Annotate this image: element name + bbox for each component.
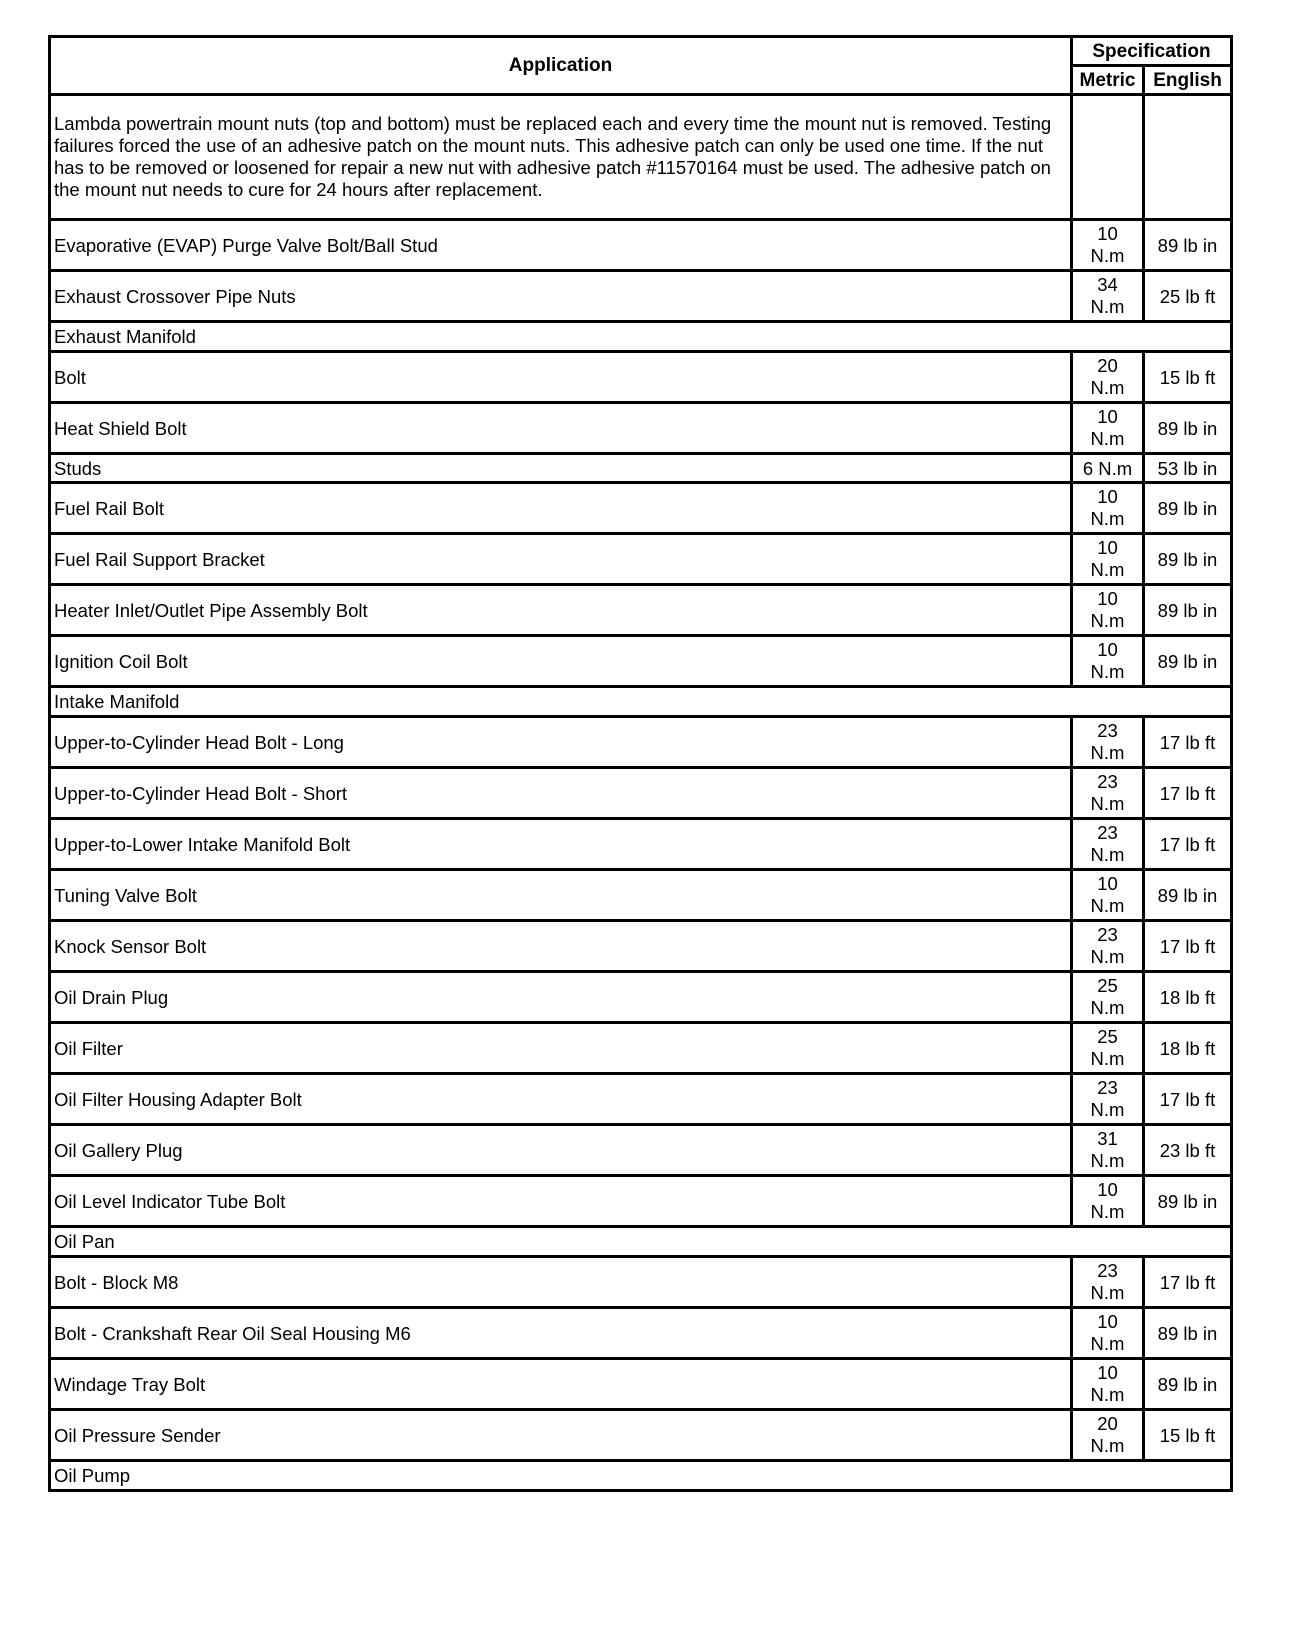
english-cell: 89 lb in [1144, 1308, 1232, 1359]
application-cell: Oil Filter Housing Adapter Bolt [50, 1074, 1072, 1125]
metric-unit: N.m [1090, 997, 1125, 1018]
metric-unit: N.m [1090, 1048, 1125, 1069]
metric-value: 10 [1097, 1311, 1118, 1332]
english-cell: 89 lb in [1144, 534, 1232, 585]
application-cell: Upper-to-Cylinder Head Bolt - Short [50, 768, 1072, 819]
metric-cell [1072, 717, 1144, 768]
section-heading: Exhaust Manifold [50, 322, 1232, 352]
application-column-header: Application [50, 37, 1072, 95]
metric-value: 10 [1097, 639, 1118, 660]
table-body [50, 95, 1232, 1491]
metric-value: 10 [1097, 588, 1118, 609]
metric-unit: N.m [1090, 895, 1125, 916]
metric-cell [1072, 1257, 1144, 1308]
english-cell: 89 lb in [1144, 220, 1232, 271]
metric-cell [1072, 1074, 1144, 1125]
metric-cell [1072, 1410, 1144, 1461]
application-cell: Bolt [50, 352, 1072, 403]
metric-value: 10 [1097, 486, 1118, 507]
note-row [50, 95, 1232, 220]
application-cell: Windage Tray Bolt [50, 1359, 1072, 1410]
table-row [50, 921, 1232, 972]
metric-unit: N.m [1090, 1333, 1125, 1354]
english-cell: 17 lb ft [1144, 1257, 1232, 1308]
application-cell: Oil Drain Plug [50, 972, 1072, 1023]
english-cell: 89 lb in [1144, 483, 1232, 534]
metric-cell [1072, 819, 1144, 870]
metric-unit: N.m [1090, 661, 1125, 682]
section-heading: Intake Manifold [50, 687, 1232, 717]
english-cell: 18 lb ft [1144, 972, 1232, 1023]
application-cell: Upper-to-Cylinder Head Bolt - Long [50, 717, 1072, 768]
table-header [50, 37, 1232, 95]
metric-cell [1072, 972, 1144, 1023]
metric-cell [1072, 585, 1144, 636]
table-row [50, 352, 1232, 403]
metric-value: 23 [1097, 1260, 1118, 1281]
metric-value: 31 [1097, 1128, 1118, 1149]
metric-cell [1072, 870, 1144, 921]
application-cell: Studs [50, 454, 1072, 483]
metric-value: 23 [1097, 1077, 1118, 1098]
table-row [50, 636, 1232, 687]
section-heading: Oil Pump [50, 1461, 1232, 1491]
metric-value: 25 [1097, 975, 1118, 996]
english-cell: 17 lb ft [1144, 717, 1232, 768]
metric-unit: N.m [1090, 377, 1125, 398]
english-cell: 15 lb ft [1144, 352, 1232, 403]
table-row [50, 403, 1232, 454]
english-cell: 89 lb in [1144, 1176, 1232, 1227]
metric-unit: N.m [1090, 1201, 1125, 1222]
table-row [50, 534, 1232, 585]
english-cell: 53 lb in [1144, 454, 1232, 483]
metric-value: 10 [1097, 406, 1118, 427]
table-row [50, 1023, 1232, 1074]
section-row [50, 322, 1232, 352]
table-row [50, 1074, 1232, 1125]
application-cell: Heater Inlet/Outlet Pipe Assembly Bolt [50, 585, 1072, 636]
metric-value: 23 [1097, 720, 1118, 741]
application-cell: Oil Gallery Plug [50, 1125, 1072, 1176]
english-cell: 17 lb ft [1144, 1074, 1232, 1125]
table-row [50, 768, 1232, 819]
metric-cell [1072, 403, 1144, 454]
english-cell: 18 lb ft [1144, 1023, 1232, 1074]
table-row [50, 1359, 1232, 1410]
table-row [50, 819, 1232, 870]
metric-unit: N.m [1090, 1384, 1125, 1405]
metric-cell [1072, 1125, 1144, 1176]
english-cell: 17 lb ft [1144, 768, 1232, 819]
metric-value: 25 [1097, 1026, 1118, 1047]
metric-unit: N.m [1090, 610, 1125, 631]
metric-value: 23 [1097, 924, 1118, 945]
metric-value: 20 [1097, 1413, 1118, 1434]
mount-nut-note: Lambda powertrain mount nuts (top and bottom) must be replaced each and every time the mount nut is removed. Testing failures forced the use of an adhesive patch on the mount nuts. This adhesive patch can only be used one time. If the nut has to be removed or loosened for repair a new nut with adhesive patch #11570164 must be used. The adhesive patch on the mount nut needs to cure for 24 hours after replacement. [50, 95, 1072, 220]
section-row [50, 1227, 1232, 1257]
metric-cell [1072, 1023, 1144, 1074]
metric-cell [1072, 534, 1144, 585]
metric-cell [1072, 768, 1144, 819]
application-cell: Upper-to-Lower Intake Manifold Bolt [50, 819, 1072, 870]
table-row [50, 271, 1232, 322]
metric-unit: N.m [1090, 844, 1125, 865]
metric-cell [1072, 1176, 1144, 1227]
metric-cell [1072, 1359, 1144, 1410]
english-cell: 89 lb in [1144, 636, 1232, 687]
metric-value: 10 [1097, 873, 1118, 894]
table-row [50, 1257, 1232, 1308]
specification-column-header: Specification [1072, 37, 1232, 66]
application-cell: Oil Pressure Sender [50, 1410, 1072, 1461]
application-cell: Heat Shield Bolt [50, 403, 1072, 454]
metric-cell [1072, 271, 1144, 322]
english-cell: 89 lb in [1144, 403, 1232, 454]
section-row [50, 687, 1232, 717]
metric-unit: N.m [1090, 793, 1125, 814]
table-row [50, 220, 1232, 271]
table-row [50, 1176, 1232, 1227]
metric-value: 23 [1097, 822, 1118, 843]
table-row [50, 1308, 1232, 1359]
application-cell: Evaporative (EVAP) Purge Valve Bolt/Ball Stud [50, 220, 1072, 271]
table-row [50, 454, 1232, 483]
application-cell: Tuning Valve Bolt [50, 870, 1072, 921]
torque-specification-table [48, 35, 1233, 1492]
metric-value: 10 [1097, 1362, 1118, 1383]
table-row [50, 972, 1232, 1023]
english-cell: 89 lb in [1144, 585, 1232, 636]
metric-unit: N.m [1090, 245, 1125, 266]
table-row [50, 1125, 1232, 1176]
metric-cell [1072, 1308, 1144, 1359]
metric-unit: N.m [1090, 508, 1125, 529]
application-cell: Knock Sensor Bolt [50, 921, 1072, 972]
metric-unit: N.m [1090, 1150, 1125, 1171]
section-heading: Oil Pan [50, 1227, 1232, 1257]
metric-cell [1072, 921, 1144, 972]
empty-metric-cell [1072, 95, 1144, 220]
metric-unit: N.m [1090, 1282, 1125, 1303]
metric-cell: 6 N.m [1072, 454, 1144, 483]
metric-value: 10 [1097, 537, 1118, 558]
metric-unit: N.m [1090, 428, 1125, 449]
application-cell: Fuel Rail Support Bracket [50, 534, 1072, 585]
application-cell: Bolt - Crankshaft Rear Oil Seal Housing M6 [50, 1308, 1072, 1359]
application-cell: Oil Filter [50, 1023, 1072, 1074]
english-cell: 17 lb ft [1144, 819, 1232, 870]
metric-unit: N.m [1090, 946, 1125, 967]
application-cell: Bolt - Block M8 [50, 1257, 1072, 1308]
english-cell: 89 lb in [1144, 870, 1232, 921]
section-row [50, 1461, 1232, 1491]
metric-cell [1072, 352, 1144, 403]
metric-cell [1072, 636, 1144, 687]
metric-unit: N.m [1090, 296, 1125, 317]
metric-cell [1072, 220, 1144, 271]
metric-unit: N.m [1090, 742, 1125, 763]
application-cell: Oil Level Indicator Tube Bolt [50, 1176, 1072, 1227]
english-cell: 23 lb ft [1144, 1125, 1232, 1176]
table-row [50, 483, 1232, 534]
english-column-header: English [1144, 66, 1232, 95]
english-cell: 17 lb ft [1144, 921, 1232, 972]
metric-unit: N.m [1090, 1435, 1125, 1456]
metric-unit: N.m [1090, 559, 1125, 580]
application-cell: Exhaust Crossover Pipe Nuts [50, 271, 1072, 322]
english-cell: 15 lb ft [1144, 1410, 1232, 1461]
metric-value: 23 [1097, 771, 1118, 792]
table-row [50, 585, 1232, 636]
metric-value: 10 [1097, 1179, 1118, 1200]
metric-value: 10 [1097, 223, 1118, 244]
application-cell: Fuel Rail Bolt [50, 483, 1072, 534]
table-row [50, 717, 1232, 768]
application-cell: Ignition Coil Bolt [50, 636, 1072, 687]
metric-unit: N.m [1090, 1099, 1125, 1120]
metric-cell [1072, 483, 1144, 534]
table-row [50, 1410, 1232, 1461]
english-cell: 25 lb ft [1144, 271, 1232, 322]
english-cell: 89 lb in [1144, 1359, 1232, 1410]
metric-value: 34 [1097, 274, 1118, 295]
table-row [50, 870, 1232, 921]
metric-value: 20 [1097, 355, 1118, 376]
empty-english-cell [1144, 95, 1232, 220]
metric-column-header: Metric [1072, 66, 1144, 95]
